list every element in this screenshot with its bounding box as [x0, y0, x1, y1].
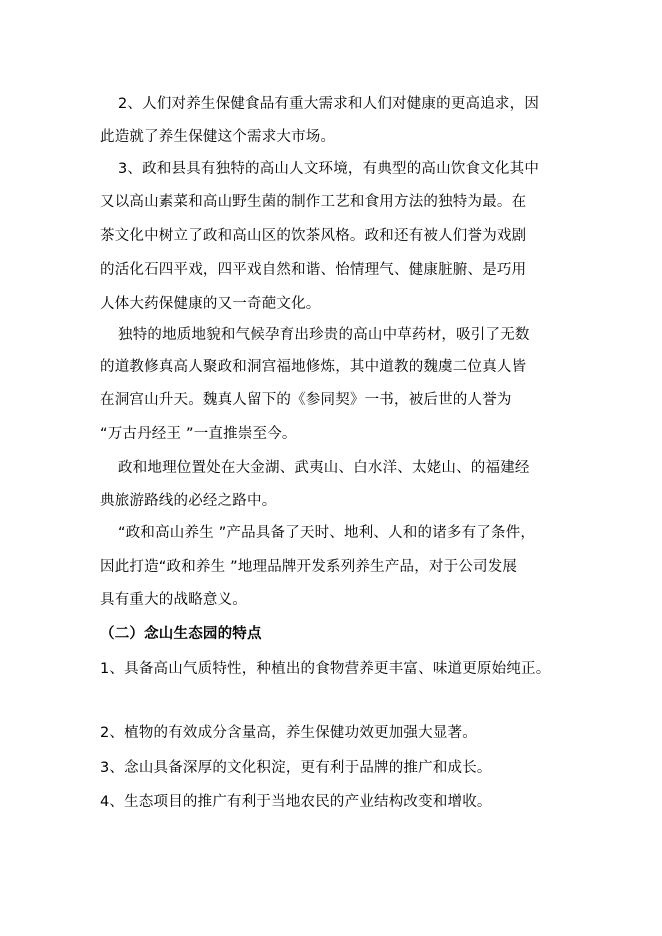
paragraph-line: “万古丹经王 ”一直推崇至今。 — [100, 426, 297, 442]
list-item: 1、具备高山气质特性，种植出的食物营养更丰富、味道更原始纯正。 — [100, 661, 551, 677]
list-item: 4、生态项目的推广有利于当地农民的产业结构改变和增收。 — [100, 794, 492, 810]
list-item: 3、念山具备深厚的文化积淀，更有利于品牌的推广和成长。 — [100, 760, 492, 776]
paragraph-line: 此造就了养生保健这个需求大市场。 — [100, 129, 336, 145]
paragraph-line: 2、人们对养生保健食品有重大需求和人们对健康的更高追求，因 — [118, 96, 540, 112]
paragraph-line: 政和地理位置处在大金湖、武夷山、白水洋、太姥山、的福建经 — [118, 460, 530, 476]
section-heading: （二）念山生态园的特点 — [100, 626, 262, 642]
paragraph-line: 独特的地质地貌和气候孕育出珍贵的高山中草药材，吸引了无数 — [118, 327, 530, 343]
paragraph-line: “政和高山养生 ”产品具备了天时、地利、人和的诸多有了条件， — [118, 525, 536, 541]
paragraph-line: 人体大药保健康的又一奇葩文化。 — [100, 296, 321, 312]
list-item: 2、植物的有效成分含量高，养生保健功效更加强大显著。 — [100, 725, 477, 741]
paragraph-line: 因此打造“政和养生 ”地理品牌开发系列养生产品，对于公司发展 — [100, 559, 518, 575]
paragraph-line: 的活化石四平戏，四平戏自然和谐、怡情理气、健康脏腑、是巧用 — [100, 262, 527, 278]
paragraph-line: 具有重大的战略意义。 — [100, 592, 247, 608]
paragraph-line: 3、政和县具有独特的高山人文环境，有典型的高山饮食文化其中 — [118, 161, 540, 177]
paragraph-line: 茶文化中树立了政和高山区的饮茶风格。政和还有被人们誉为戏剧 — [100, 228, 527, 244]
paragraph-line: 的道教修真高人聚政和洞宫福地修炼，其中道教的魏虞二位真人皆 — [100, 359, 527, 375]
paragraph-line: 典旅游路线的必经之路中。 — [100, 493, 277, 509]
paragraph-line: 又以高山素菜和高山野生菌的制作工艺和食用方法的独特为最。在 — [100, 194, 527, 210]
paragraph-line: 在洞宫山升天。魏真人留下的《参同契》一书，被后世的人誉为 — [100, 392, 512, 408]
